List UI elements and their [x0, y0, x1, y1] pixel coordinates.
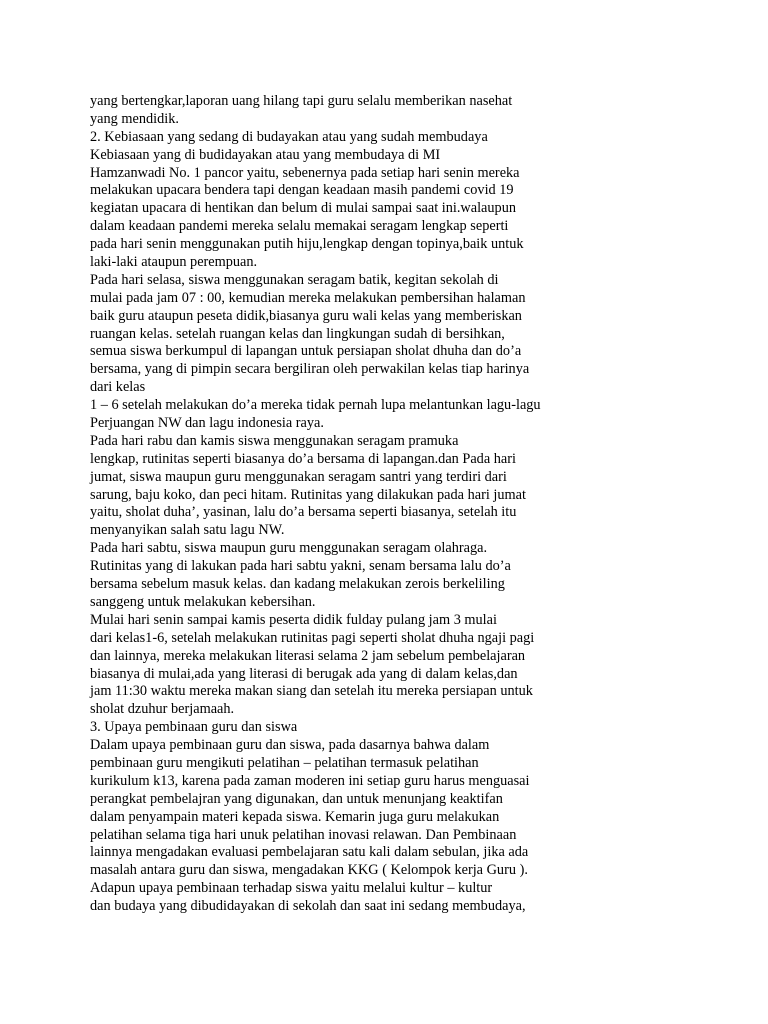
text-line: Dalam upaya pembinaan guru dan siswa, pada dasarnya bahwa dalam: [90, 737, 490, 754]
text-line: 3. Upaya pembinaan guru dan siswa: [90, 719, 298, 736]
text-line: pembinaan guru mengikuti pelatihan – pelatihan termasuk pelatihan: [90, 754, 479, 771]
text-line: dalam keadaan pandemi mereka selalu memakai seragam lengkap seperti: [90, 218, 509, 235]
text-line: Pada hari sabtu, siswa maupun guru menggunakan seragam olahraga.: [90, 540, 488, 557]
text-line: Mulai hari senin sampai kamis peserta didik fulday pulang jam 3 mulai: [90, 611, 497, 628]
text-line: Kebiasaan yang di budidayakan atau yang membudaya di MI: [90, 146, 441, 163]
text-line: yang mendidik.: [90, 110, 179, 127]
text-line: mulai pada jam 07 : 00, kemudian mereka melakukan pembersihan halaman: [90, 289, 526, 306]
text-line: dan lainnya, mereka melakukan literasi selama 2 jam sebelum pembelajaran: [90, 647, 526, 664]
text-line: lengkap, rutinitas seperti biasanya do’a bersama di lapangan.dan Pada hari: [90, 450, 516, 467]
text-line: Hamzanwadi No. 1 pancor yaitu, sebenernya pada setiap hari senin mereka: [90, 164, 520, 181]
text-line: perangkat pembelajran yang digunakan, dan untuk menunjang keaktifan: [90, 790, 503, 807]
body-text: [90, 93, 690, 916]
text-line: sanggeng untuk melakukan kebersihan.: [90, 593, 316, 610]
text-line: Adapun upaya pembinaan terhadap siswa yaitu melalui kultur – kultur: [90, 880, 493, 897]
text-line: sholat dzuhur berjamaah.: [90, 701, 235, 718]
text-line: bersama sebelum masuk kelas. dan kadang melakukan zerois berkeliling: [90, 576, 505, 593]
text-line: ruangan kelas. setelah ruangan kelas dan lingkungan sudah di bersihkan,: [90, 325, 505, 342]
text-line: masalah antara guru dan siswa, mengadakan KKG ( Kelompok kerja Guru ).: [90, 862, 528, 879]
text-line: biasanya di mulai,ada yang literasi di berugak ada yang di dalam kelas,dan: [90, 665, 518, 682]
text-line: melakukan upacara bendera tapi dengan keadaan masih pandemi covid 19: [90, 182, 514, 199]
text-line: jam 11:30 waktu mereka makan siang dan setelah itu mereka persiapan untuk: [90, 683, 533, 700]
text-line: Perjuangan NW dan lagu indonesia raya.: [90, 415, 324, 432]
text-line: dari kelas: [90, 379, 146, 396]
text-line: kurikulum k13, karena pada zaman moderen ini setiap guru harus menguasai: [90, 772, 530, 789]
text-line: dalam penyampain materi kepada siswa. Kemarin juga guru melakukan: [90, 808, 500, 825]
text-line: kegiatan upacara di hentikan dan belum di mulai sampai saat ini.walaupun: [90, 200, 516, 217]
text-line: bersama, yang di pimpin secara bergiliran oleh perwakilan kelas tiap harinya: [90, 361, 530, 378]
text-line: Rutinitas yang di lakukan pada hari sabtu yakni, senam bersama lalu do’a: [90, 558, 511, 575]
text-line: 1 – 6 setelah melakukan do’a mereka tidak pernah lupa melantunkan lagu-lagu: [90, 397, 541, 414]
text-line: dari kelas1-6, setelah melakukan rutinitas pagi seperti sholat dhuha ngaji pagi: [90, 629, 535, 646]
text-line: Pada hari selasa, siswa menggunakan seragam batik, kegitan sekolah di: [90, 271, 499, 288]
text-line: dan budaya yang dibudidayakan di sekolah dan saat ini sedang membudaya,: [90, 898, 526, 915]
text-line: yang bertengkar,laporan uang hilang tapi guru selalu memberikan nasehat: [90, 93, 513, 109]
text-line: yaitu, sholat duha’, yasinan, lalu do’a bersama seperti biasanya, setelah itu: [90, 504, 517, 521]
text-line: sarung, baju koko, dan peci hitam. Rutinitas yang dilakukan pada hari jumat: [90, 486, 526, 503]
text-line: Pada hari rabu dan kamis siswa menggunakan seragam pramuka: [90, 432, 459, 449]
text-line: 2. Kebiasaan yang sedang di budayakan atau yang sudah membudaya: [90, 128, 488, 145]
text-line: laki-laki ataupun perempuan.: [90, 254, 258, 271]
text-line: lainnya mengadakan evaluasi pembelajaran satu kali dalam sebulan, jika ada: [90, 844, 529, 861]
text-line: pelatihan selama tiga hari unuk pelatihan inovasi relawan. Dan Pembinaan: [90, 826, 517, 843]
text-line: jumat, siswa maupun guru menggunakan seragam santri yang terdiri dari: [90, 468, 507, 485]
text-line: pada hari senin menggunakan putih hiju,lengkap dengan topinya,baik untuk: [90, 236, 524, 253]
text-line: semua siswa berkumpul di lapangan untuk persiapan sholat dhuha dan do’a: [90, 343, 522, 360]
text-line: baik guru ataupun peseta didik,biasanya guru wali kelas yang memberiskan: [90, 307, 522, 324]
text-line: menyanyikan salah satu lagu NW.: [90, 522, 285, 539]
